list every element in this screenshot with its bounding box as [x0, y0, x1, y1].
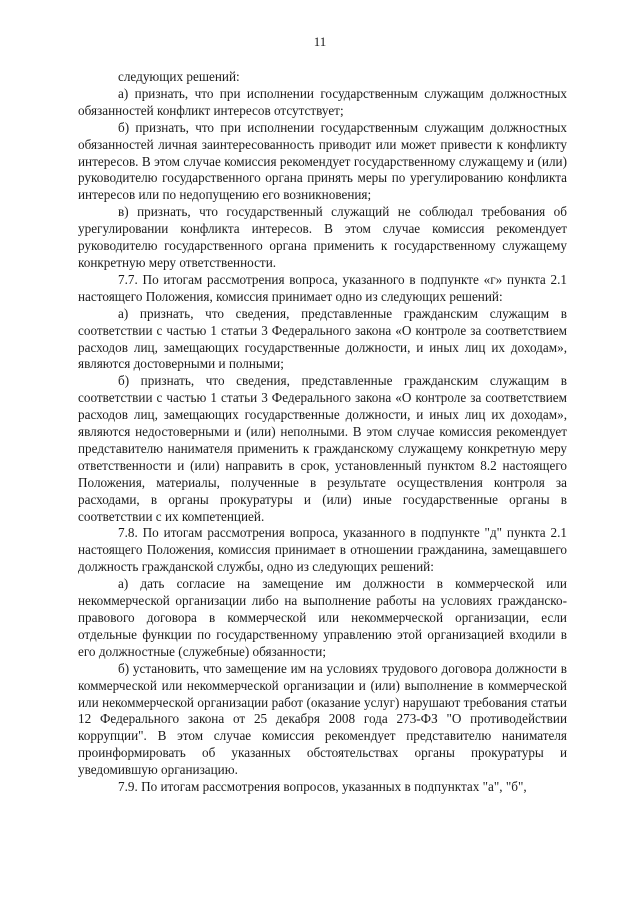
paragraph: 7.7. По итогам рассмотрения вопроса, указанного в подпункте «г» пункта 2.1 настоящего Положения, комиссия принимает одно из следующих решений:	[78, 271, 567, 304]
document-body	[78, 69, 567, 796]
paragraph: следующих решений:	[118, 69, 240, 84]
paragraph: в) признать, что государственный служащий не соблюдал требования об урегулировании конфликта интересов. В этом случае комиссия рекомендует руководителю государственного органа применить к государственному служащему конкретную меру ответственности.	[78, 204, 567, 270]
paragraph: а) признать, что сведения, представленные гражданским служащим в соответствии с частью 1 статьи 3 Федерального закона «О контроле за соответствием расходов лиц, замещающих государственные должности, и иных лиц их доходам», являются достоверными и полными;	[78, 305, 567, 372]
paragraph: 7.8. По итогам рассмотрения вопроса, указанного в подпункте "д" пункта 2.1 настоящего Положения, комиссия принимает в отношении гражданина, замещавшего должность гражданской службы, одно из следующих решений:	[78, 525, 567, 575]
paragraph: б) установить, что замещение им на условиях трудового договора должности в коммерческой или некоммерческой организации и (или) выполнение в коммерческой или некоммерческой организации работ (оказание услуг) нарушают требования статьи 12 Федерального закона от 25 декабря 2008 года 273-ФЗ "О противодействии коррупции". В этом случае комиссия рекомендует представителю нанимателя проинформировать об указанных обстоятельствах органы прокуратуры и уведомившую организацию.	[78, 660, 567, 778]
paragraph: б) признать, что сведения, представленные гражданским служащим в соответствии с частью 1 статьи 3 Федерального закона «О контроле за соответствием расходов лиц, замещающих государственные должности, и иных лиц их доходам», являются недостоверными и (или) неполными. В этом случае комиссия рекомендует представителю нанимателя применить к гражданскому служащему конкретную меру ответственности и (или) направить в срок, установленный пунктом 8.2 настоящего Положения, материалы, полученные в результате осуществления контроля за расходами, в органы прокуратуры и (или) иные государственные органы в соответствии с их компетенцией.	[78, 373, 567, 524]
page-number: 11	[313, 34, 327, 49]
paragraph: а) дать согласие на замещение им должности в коммерческой или некоммерческой организации либо на выполнение работы на условиях гражданско-правового договора в коммерческой или некоммерческой организации, если отдельные функции по государственному управлению этой организацией входили в его должностные (служебные) обязанности;	[78, 576, 567, 659]
paragraph: а) признать, что при исполнении государственным служащим должностных обязанностей конфликт интересов отсутствует;	[78, 85, 567, 118]
paragraph: 7.9. По итогам рассмотрения вопросов, указанных в подпунктах "а", "б",	[118, 779, 527, 795]
paragraph: б) признать, что при исполнении государственным служащим должностных обязанностей личная заинтересованность приводит или может привести к конфликту интересов. В этом случае комиссия рекомендует государственному служащему и (или) руководителю государственного органа принять меры по урегулированию конфликта интересов или по недопущению его возникновения;	[78, 119, 567, 203]
